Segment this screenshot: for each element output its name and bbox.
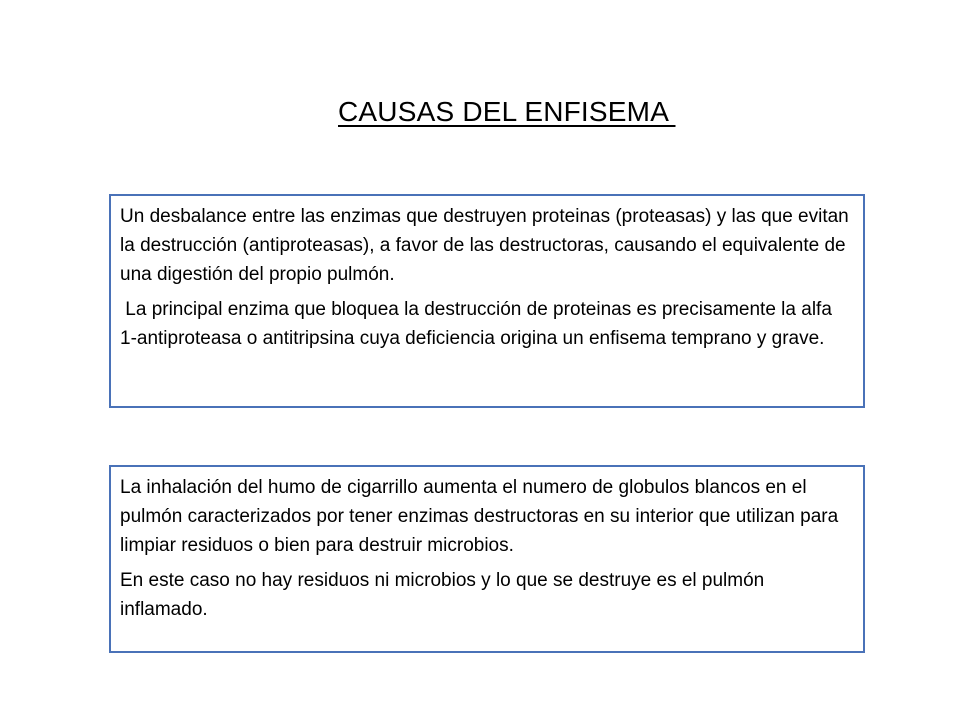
paragraph-cigarette-smoke: La inhalación del humo de cigarrillo aumenta el numero de globulos blancos en el pulmón caracterizados por tener enzimas destructoras en su interior que utilizan para limpiar residuos o bien para destruir microbios. [120,477,844,556]
slide-title: CAUSAS DEL ENFISEMA [338,96,676,127]
paragraph-lung-destruction: En este caso no hay residuos ni microbios y lo que se destruye es el pulmón inflamado. [120,570,770,620]
paragraph-protease-imbalance: Un desbalance entre las enzimas que destruyen proteinas (proteasas) y las que evitan la destrucción (antiproteasas), a favor de las destructoras, causando el equivalente de una digestión del propio pulmón. [120,206,855,285]
paragraph-antiprotease-deficiency: La principal enzima que bloquea la destrucción de proteinas es precisamente la alfa 1-antiproteasa o antitripsina cuya deficiencia origina un enfisema temprano y grave. [120,299,838,349]
causes-text-box-proteases [109,194,865,408]
causes-text-box-smoking [109,465,865,653]
